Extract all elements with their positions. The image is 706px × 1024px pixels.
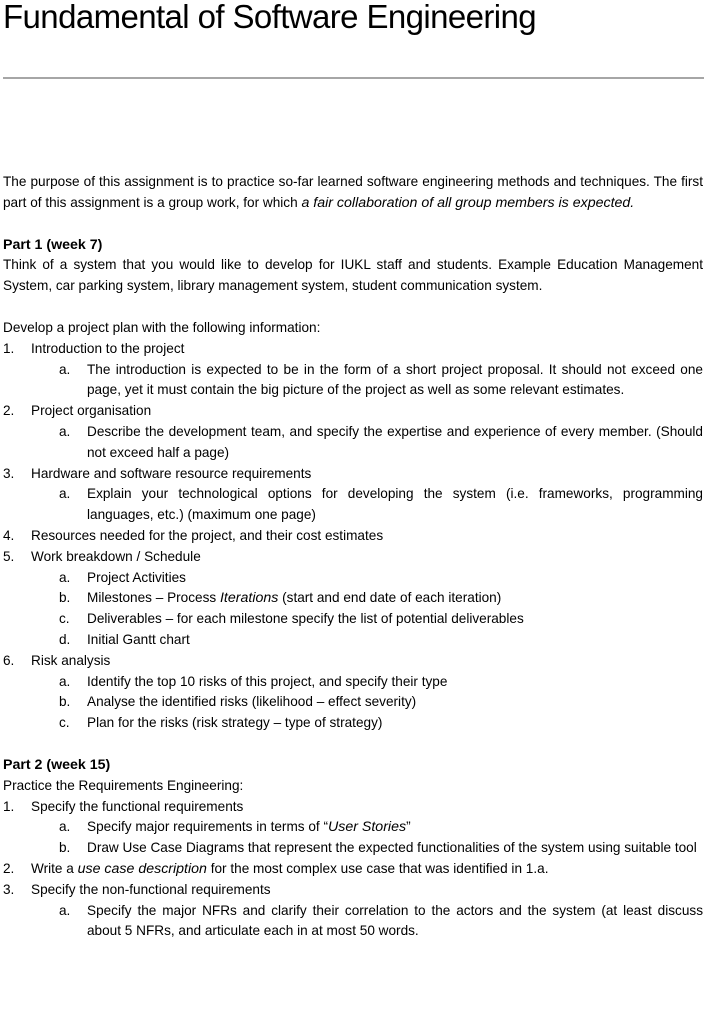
sub-letter: a. <box>59 819 71 835</box>
item-label: Project organisation <box>31 403 152 419</box>
sub-item <box>3 901 703 943</box>
sub-text-italic: Iterations <box>219 590 279 607</box>
part1-sublist <box>3 568 703 651</box>
sub-text: Deliverables – for each milestone specify the list of potential deliverables <box>87 611 524 627</box>
list-item <box>3 464 703 485</box>
sub-letter: a. <box>59 486 71 502</box>
sub-item <box>3 568 703 589</box>
sub-letter: c. <box>59 611 70 627</box>
sub-text: Explain your technological options for developing the system (i.e. frameworks, programming languages, etc.) (maximum one page) <box>87 486 703 523</box>
sub-item <box>3 609 703 630</box>
item-label: Risk analysis <box>31 652 111 668</box>
item-text-before: Write a <box>31 860 78 876</box>
list-item <box>3 401 703 422</box>
part2-sublist <box>3 901 703 943</box>
sub-text: Specify the major NFRs and clarify their correlation to the actors and the system (at least discuss about 5 NFRs, and articulate each in at most 50 words. <box>87 902 703 939</box>
sub-item <box>3 713 703 734</box>
title-divider <box>3 77 704 79</box>
item-text-italic: use case description <box>77 860 207 877</box>
sub-letter: a. <box>59 902 71 918</box>
list-item <box>3 547 703 568</box>
item-label: Specify the functional requirements <box>31 798 244 814</box>
item-number: 6. <box>3 652 15 668</box>
intro-emphasis: a fair collaboration of all group members is expected. <box>301 194 635 211</box>
part1-sublist <box>3 360 703 402</box>
sub-text: Initial Gantt chart <box>87 631 190 647</box>
sub-letter: a. <box>59 361 71 377</box>
sub-text: Identify the top 10 risks of this project, and specify their type <box>87 673 448 689</box>
list-item <box>3 526 703 547</box>
sub-text-after: ” <box>406 819 411 835</box>
sub-text-italic: User Stories <box>328 819 407 836</box>
part2-sublist <box>3 817 703 859</box>
sub-text: Draw Use Case Diagrams that represent the expected functionalities of the system using suitable tool <box>87 840 697 856</box>
document-body <box>3 172 703 942</box>
item-number: 1. <box>3 798 15 814</box>
item-label: Specify the non-functional requirements <box>31 881 271 897</box>
part1-list <box>3 526 703 568</box>
sub-text: The introduction is expected to be in the form of a short project proposal. It should not exceed one page, yet it must contain the big picture of the project as well as some relevant estimates. <box>87 361 703 398</box>
sub-item <box>3 817 703 838</box>
list-item <box>3 339 703 360</box>
sub-text: Project Activities <box>87 569 186 585</box>
part1-description: Think of a system that you would like to develop for IUKL staff and students. Example Education Management System, car parking system, library management system, student communication system. <box>3 257 703 294</box>
item-number: 5. <box>3 548 15 564</box>
sub-letter: b. <box>59 694 71 710</box>
part1-sublist <box>3 422 703 464</box>
intro-paragraph <box>3 172 703 214</box>
item-number: 4. <box>3 527 15 543</box>
part1-plan-intro: Develop a project plan with the following information: <box>3 319 321 335</box>
sub-letter: c. <box>59 715 70 731</box>
item-number: 2. <box>3 403 15 419</box>
list-item <box>3 797 703 818</box>
sub-text-before: Specify major requirements in terms of “ <box>87 819 328 835</box>
sub-item <box>3 360 703 402</box>
part1-sublist <box>3 484 703 526</box>
sub-text: Analyse the identified risks (likelihood – effect severity) <box>87 694 417 710</box>
sub-text: Plan for the risks (risk strategy – type of strategy) <box>87 715 383 731</box>
part1-list <box>3 464 703 485</box>
item-label: Introduction to the project <box>31 340 185 356</box>
part2-intro: Practice the Requirements Engineering: <box>3 777 244 793</box>
sub-letter: a. <box>59 423 71 439</box>
sub-item <box>3 672 703 693</box>
sub-item <box>3 838 703 859</box>
sub-letter: d. <box>59 631 71 647</box>
sub-text-before: Milestones – Process <box>87 590 220 606</box>
sub-text-after: (start and end date of each iteration) <box>278 590 502 606</box>
part2-list <box>3 859 703 901</box>
part2-heading: Part 2 (week 15) <box>3 756 111 773</box>
sub-text: Describe the development team, and specify the expertise and experience of every member. (Should not exceed half a page) <box>87 423 703 460</box>
sub-letter: a. <box>59 673 71 689</box>
sub-item <box>3 484 703 526</box>
sub-item <box>3 692 703 713</box>
part1-sublist <box>3 672 703 734</box>
item-number: 3. <box>3 881 15 897</box>
item-label: Hardware and software resource requirements <box>31 465 312 481</box>
item-number: 1. <box>3 340 15 356</box>
item-label: Work breakdown / Schedule <box>31 548 201 564</box>
document-title: Fundamental of Software Engineering <box>3 0 537 35</box>
sub-item <box>3 422 703 464</box>
list-item <box>3 859 703 880</box>
sub-letter: a. <box>59 569 71 585</box>
item-number: 3. <box>3 465 15 481</box>
sub-item <box>3 588 703 609</box>
sub-item <box>3 630 703 651</box>
item-text-after: for the most complex use case that was identified in 1.a. <box>206 860 549 876</box>
list-item <box>3 880 703 901</box>
part1-list <box>3 339 703 360</box>
sub-letter: b. <box>59 840 71 856</box>
sub-letter: b. <box>59 590 71 606</box>
item-number: 2. <box>3 860 15 876</box>
part1-heading: Part 1 (week 7) <box>3 236 103 253</box>
item-label: Resources needed for the project, and their cost estimates <box>31 527 384 543</box>
part1-list <box>3 651 703 672</box>
part1-list <box>3 401 703 422</box>
part2-list <box>3 797 703 818</box>
list-item <box>3 651 703 672</box>
intro-text: The purpose of this assignment is to practice so-far learned software engineering methods and techniques. The first part of this assignment is a group work, for which <box>3 174 703 210</box>
